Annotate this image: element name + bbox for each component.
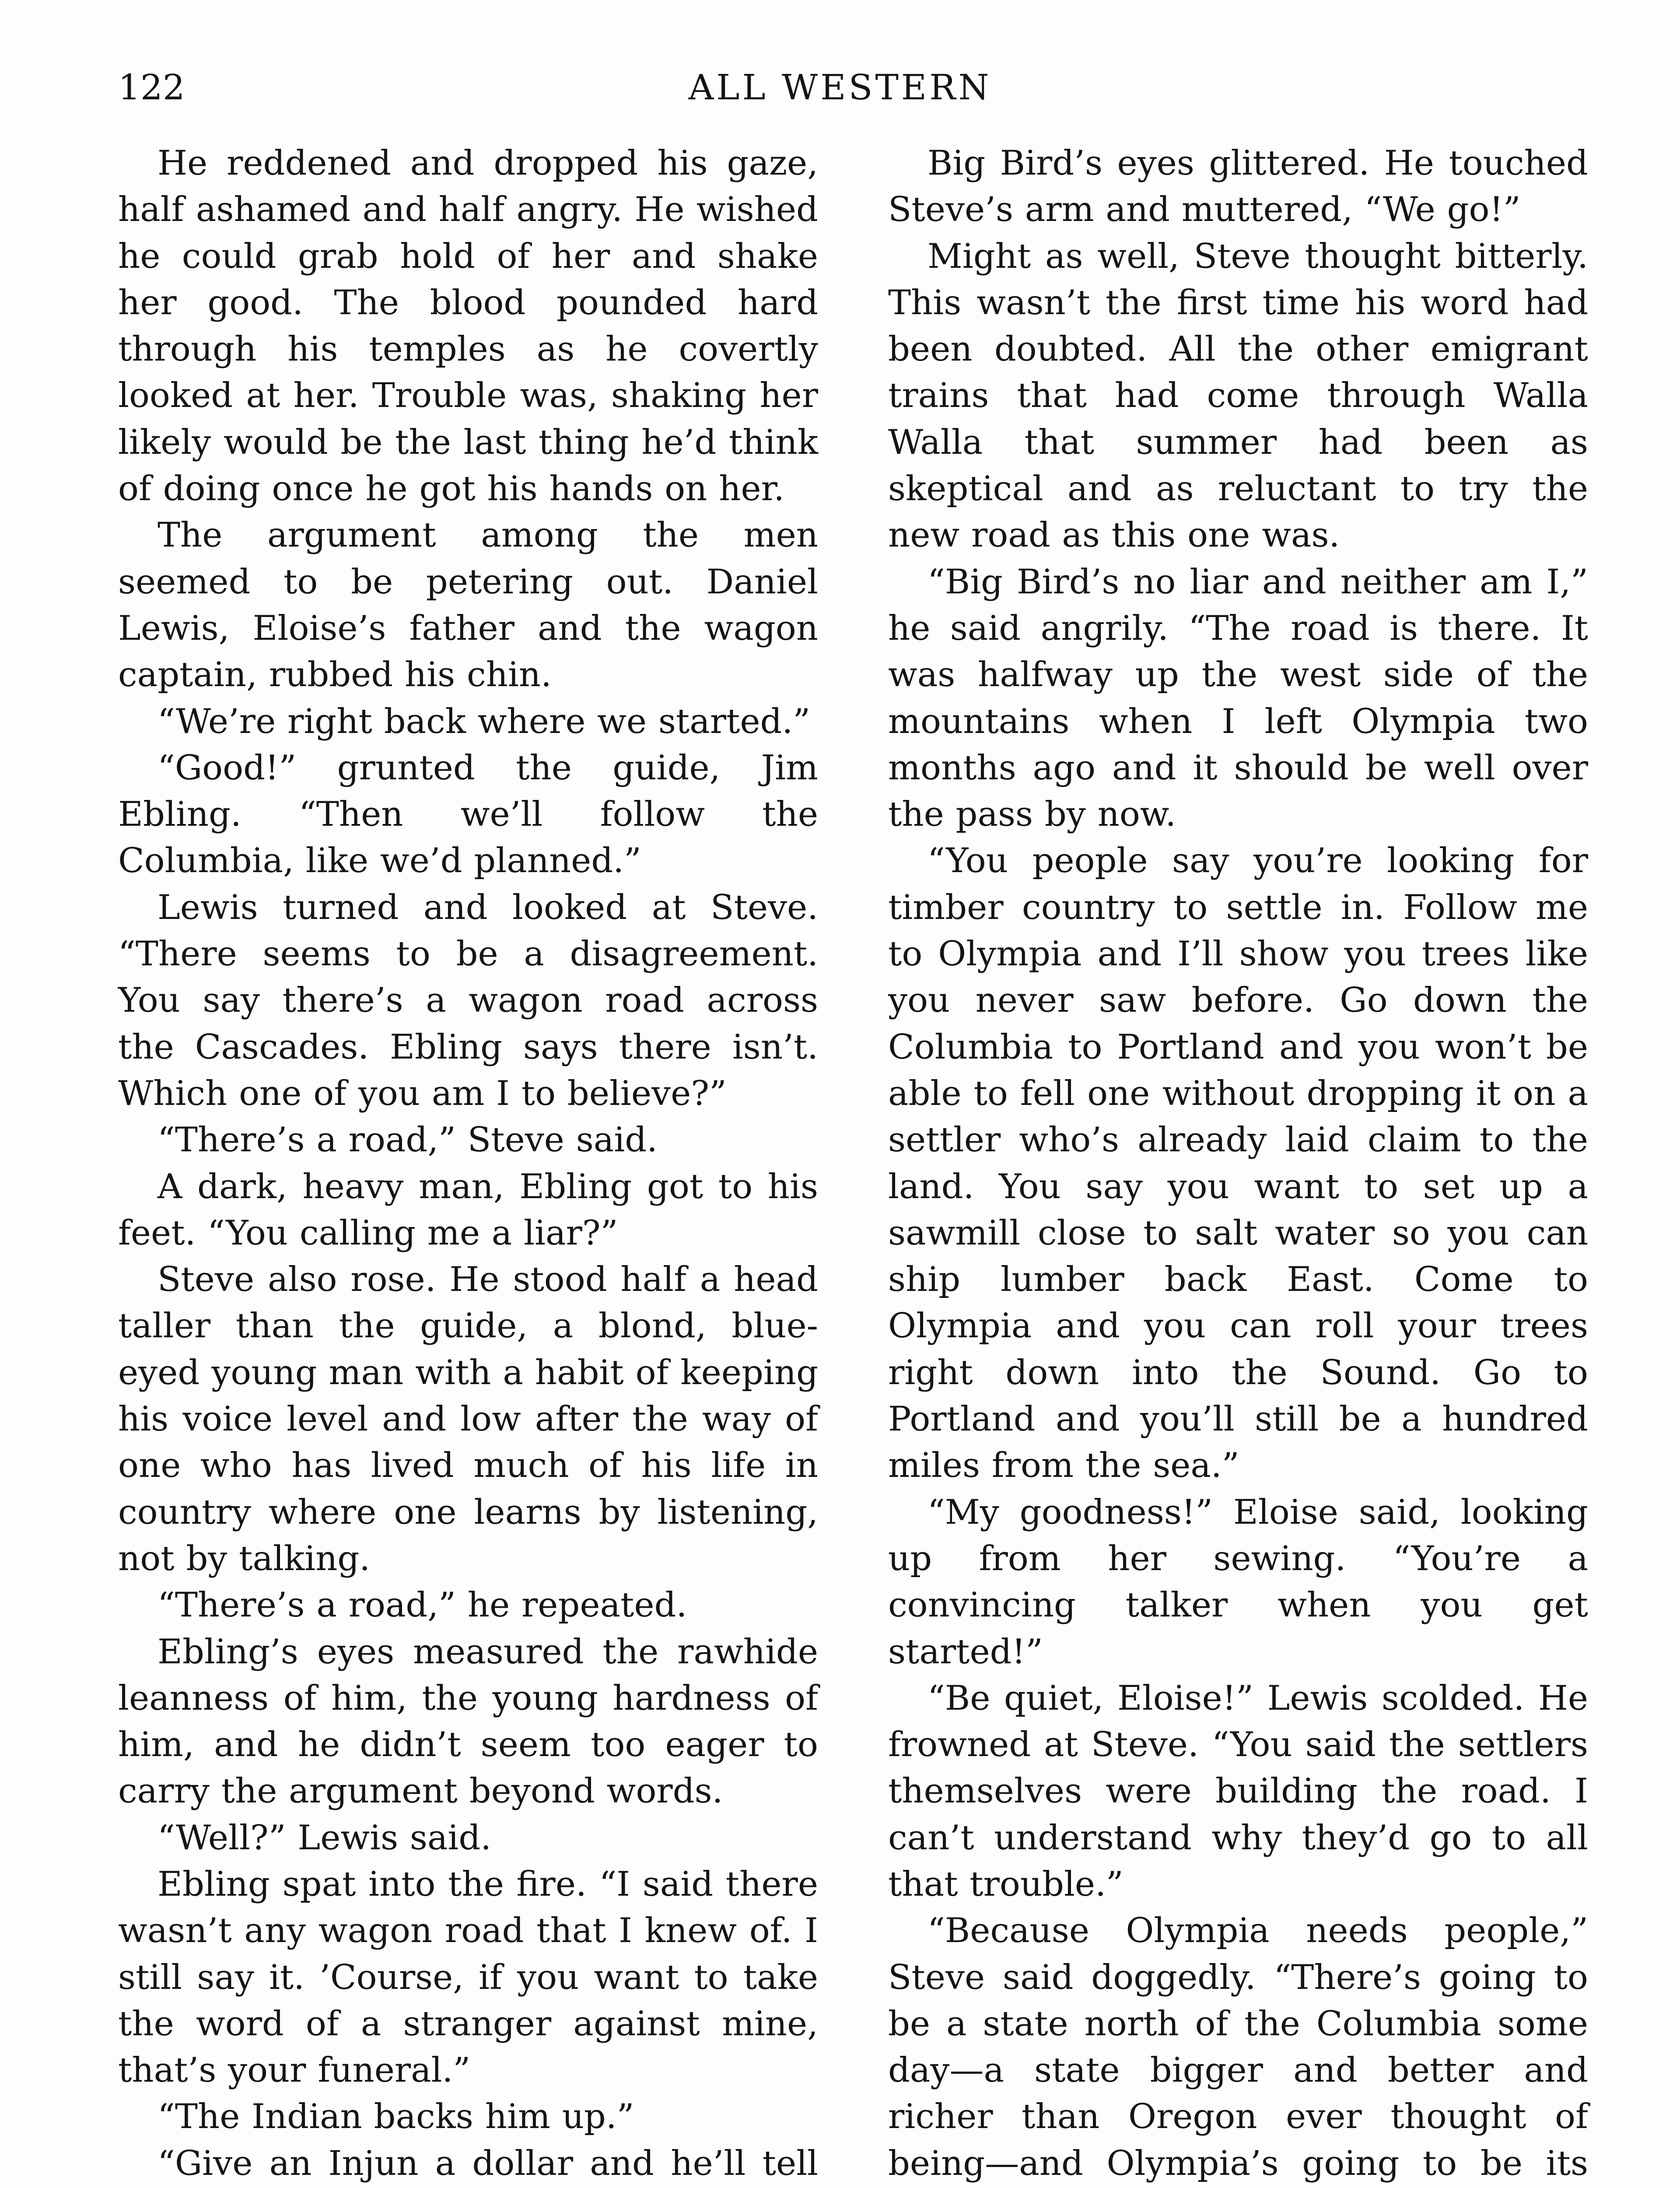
paragraph: The argument among the men seemed to be petering out. Daniel Lewis, Eloise’s father and the wagon captain, rubbed his chin. [118,515,818,695]
paragraph: “There’s a road,” Steve said. [158,1120,658,1160]
paragraph: “Give an Injun a dollar and he’ll tell [158,2143,818,2183]
paragraph: Ebling spat into the fire. “I said there wasn’t any wagon road that I knew of. I still say it. ’Course, if you want to take the word of a stranger against mine, that’s your funeral.” [118,1864,818,2090]
paragraph: Ebling’s eyes measured the rawhide leanness of him, the young hardness of him, and he didn’t seem too eager to carry the argument beyond words. [118,1632,818,1811]
paragraph: “You people say you’re looking for timber country to settle in. Follow me to Olympia and I’ll show you trees like you never saw before. Go down the Columbia to Portland and you won’t be able to fell one without dropping it on a settler who’s already laid claim to the land. You say you want to set up a sawmill close to salt water so you can ship lumber back East. Come to Olympia and you can roll your trees right down into the Sound. Go to Portland and you’ll still be a hundred miles from the sea.” [888,841,1588,1486]
paragraph: “Well?” Lewis said. [158,1818,492,1858]
paragraph: “My goodness!” Eloise said, looking up from her sewing. “You’re a convincing talker when you get started!” [888,1492,1588,1672]
paragraph: “There’s a road,” he repeated. [158,1585,687,1625]
paragraph: “Good!” grunted the guide, Jim Ebling. “Then we’ll follow the Columbia, like we’d planned.” [118,748,818,881]
paragraph: Big Bird’s eyes glittered. He touched Steve’s arm and muttered, “We go!” [888,144,1588,230]
paragraph: “Big Bird’s no liar and neither am I,” he said angrily. “The road is there. It was halfway up the west side of the mountains when I left Olympia two months ago and it should be well over the pass by now. [888,562,1588,835]
paragraph: Steve also rose. He stood half a head taller than the guide, a blond, blue-eyed young man with a habit of keeping his voice level and low after the way of one who has lived much of his life in country where one learns by listening, not by talking. [118,1260,818,1578]
paragraph: A dark, heavy man, Ebling got to his feet. “You calling me a liar?” [118,1167,818,1253]
text-columns [118,140,1588,2188]
paragraph: Might as well, Steve thought bitterly. This wasn’t the first time his word had been doubted. All the other emigrant trains that had come through Walla Walla that summer had been as skeptical and as reluctant to try the new road as this one was. [888,236,1588,555]
paragraph: He reddened and dropped his gaze, half ashamed and half angry. He wished he could grab hold of her and shake her good. The blood pounded hard through his temples as he covertly looked at her. Trouble was, shaking her likely would be the last thing he’d think of doing once he got his hands on her. [118,144,818,509]
paragraph: “Because Olympia needs people,” Steve said doggedly. “There’s going to be a state north of the Columbia some day—a state bigger and better and richer than Oregon ever thought of being—and Olympia’s going to be its [888,1911,1588,2183]
running-head: ALL WESTERN [688,67,992,108]
left-column [118,140,818,2188]
page-header [118,66,1562,123]
paragraph: Lewis turned and looked at Steve. “There seems to be a disagreement. You say there’s a wagon road across the Cascades. Ebling says there isn’t. Which one of you am I to believe?” [118,887,818,1113]
right-column [888,140,1588,2188]
page-number: 122 [118,67,185,108]
paragraph: “Be quiet, Eloise!” Lewis scolded. He frowned at Steve. “You said the settlers themselves were building the road. I can’t understand why they’d go to all that trouble.” [888,1678,1588,1904]
paragraph: “We’re right back where we started.” [158,701,811,741]
paragraph: “The Indian backs him up.” [158,2097,634,2137]
